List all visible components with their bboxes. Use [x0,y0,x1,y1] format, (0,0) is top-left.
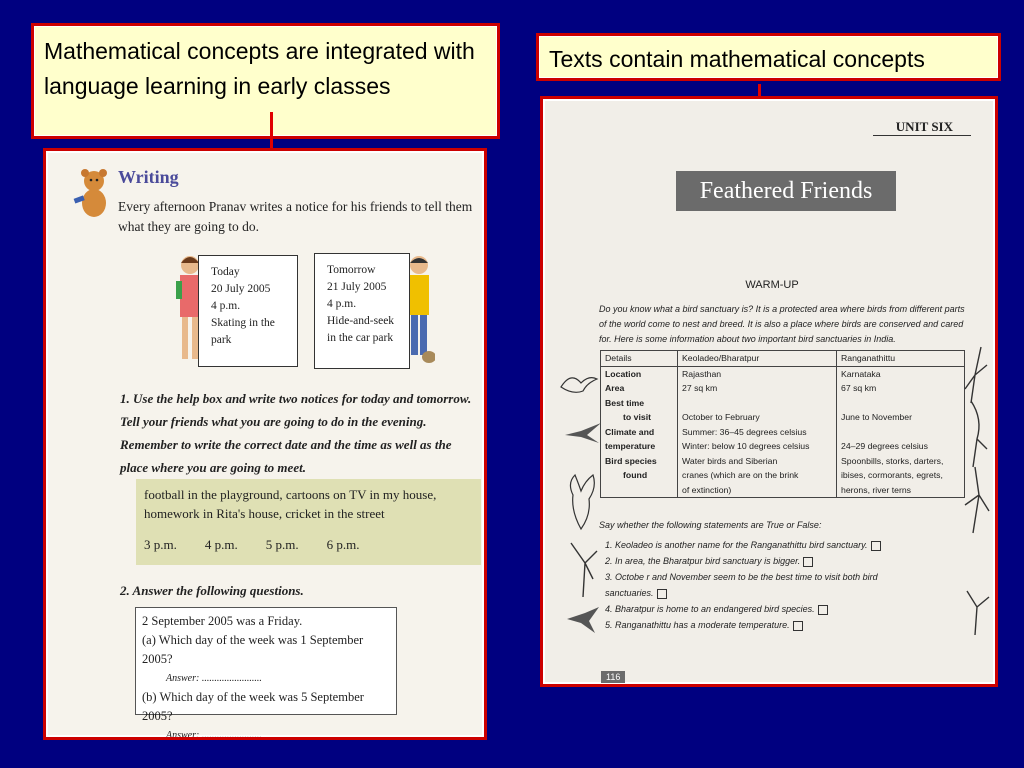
table-cell: 27 sq km [678,381,837,396]
table-row [601,410,965,425]
table-row [601,439,965,454]
table-cell: Rajasthan [678,366,837,381]
table-cell: of extinction) [678,483,837,498]
table-cell: Bird species [601,454,678,469]
table-row [601,483,965,498]
table-cell: Karnataka [837,366,965,381]
table-row [601,366,965,381]
help-box [136,479,481,565]
statement [599,569,905,601]
callout-texts-math [536,33,1001,81]
bird-sketch-icon [565,605,601,635]
statement [599,537,979,553]
bird-sketch-icon [961,587,991,637]
help-time: 4 p.m. [204,537,238,552]
statement-text: 4. Bharatpur is home to an endangered bird species. [605,604,815,614]
textbook-page-writing [43,148,487,740]
table-cell: ibises, cormorants, egrets, [837,468,965,483]
q2-part-b: (b) Which day of the week was 5 September 2005? [142,690,364,723]
writing-intro: Every afternoon Pranav writes a notice for his friends to tell them what they are going to do. [118,199,473,234]
table-header-row [601,351,965,367]
chapter-title: Feathered Friends [676,171,896,211]
statement [599,617,979,633]
statement-text: 2. In area, the Bharatpur bird sanctuary is bigger. [605,556,801,566]
warm-up-paragraph: Do you know what a bird sanctuary is? It is a protected area where birds from different parts of the world come to nest and breed. It is also a place where birds are conserved and cared for. Here is some information about two important bird sanctuaries in India. [599,304,965,344]
table-cell: herons, river terns [837,483,965,498]
table-row [601,396,965,411]
notice-today-line: 4 p.m. [211,300,241,312]
table-cell [837,396,965,411]
table-cell [601,483,678,498]
help-time: 3 p.m. [144,537,177,552]
notice-today-line: Skating in the park [211,317,275,346]
table-row [601,454,965,469]
callout-math-integrated [31,23,500,139]
table-cell: October to February [678,410,837,425]
warm-up-heading: WARM-UP [745,279,799,291]
table-cell: found [601,468,678,483]
table-header: Ranganathittu [837,351,965,367]
bird-sketch-icon [565,539,601,599]
answer-checkbox[interactable] [793,621,803,631]
page-number: 116 [601,671,625,683]
teddy-bear-icon [72,167,116,221]
answer-checkbox[interactable] [657,589,667,599]
q2-part-a: (a) Which day of the week was 1 September 2005? [142,633,364,666]
help-time: 5 p.m. [265,537,299,552]
callout-left-text: Mathematical concepts are integrated with language learning in early classes [44,38,475,99]
table-cell: Spoonbills, storks, darters, [837,454,965,469]
callout-right-text: Texts contain mathematical concepts [549,46,925,72]
true-false-instruction: Say whether the following statements are True or False: [599,520,822,530]
table-cell [678,396,837,411]
table-cell: Area [601,381,678,396]
statement-text: 3. Octobe r and November seem to be the best time to visit both bird sanctuaries. [605,572,878,598]
bird-sketch-icon [563,471,599,531]
bird-sketch-icon [563,421,603,447]
answer-checkbox[interactable] [871,541,881,551]
table-cell: Winter: below 10 degrees celsius [678,439,837,454]
notice-today-line: Today [211,266,240,278]
table-cell: Water birds and Siberian [678,454,837,469]
textbook-page-feathered-friends [540,96,998,687]
table-cell: 67 sq km [837,381,965,396]
statement [599,601,979,617]
answer-line: Answer: ........................ [166,673,262,684]
table-row [601,425,965,440]
writing-heading: Writing [118,167,179,187]
q2-fact: 2 September 2005 was a Friday. [142,614,303,628]
notice-tomorrow-line: in the car park [327,332,394,344]
notice-tomorrow-line: 21 July 2005 [327,281,387,293]
table-cell: Climate and [601,425,678,440]
table-cell: June to November [837,410,965,425]
table-header: Keoladeo/Bharatpur [678,351,837,367]
notice-tomorrow-line: Hide-and-seek [327,315,395,327]
help-times [144,535,473,554]
table-cell: Summer: 36–45 degrees celsius [678,425,837,440]
notice-tomorrow-line: Tomorrow [327,264,376,276]
bird-sketch-icon [961,399,991,469]
unit-underline [873,135,971,136]
table-row [601,381,965,396]
table-cell: Best time [601,396,678,411]
question-2: 2. Answer the following questions. [120,583,304,598]
answer-checkbox[interactable] [803,557,813,567]
table-cell [837,425,965,440]
statement-text: 1. Keoladeo is another name for the Ranganathittu bird sanctuary. [605,540,868,550]
question-1: 1. Use the help box and write two notices for today and tomorrow. Tell your friends what you are going to do in the evening. Remember to write the correct date and the time as well as the place where you are going to meet. [120,391,472,475]
bird-sketch-icon [961,465,991,535]
bird-sketch-icon [961,345,991,405]
statement-text: 5. Ranganathittu has a moderate temperature. [605,620,790,630]
table-cell: 24–29 degrees celsius [837,439,965,454]
table-cell: to visit [601,410,678,425]
question-2-box [135,607,397,740]
table-cell: Location [601,366,678,381]
help-activities: football in the playground, cartoons on TV in my house, homework in Rita's house, cricket in the street [144,487,437,521]
notice-tomorrow-line: 4 p.m. [327,298,357,310]
bird-sketch-icon [559,369,599,399]
answer-line: Answer: ........................ [166,730,262,740]
table-body [601,366,965,498]
notice-tomorrow [314,253,410,369]
help-time: 6 p.m. [326,537,360,552]
notice-today [198,255,298,367]
true-false-section [599,517,979,633]
table-cell: temperature [601,439,678,454]
answer-checkbox[interactable] [818,605,828,615]
statement [599,553,979,569]
table-cell: cranes (which are on the brink [678,468,837,483]
notice-today-line: 20 July 2005 [211,283,271,295]
sanctuary-table [600,350,965,498]
table-row [601,468,965,483]
table-header: Details [601,351,678,367]
unit-label: UNIT SIX [895,119,953,134]
